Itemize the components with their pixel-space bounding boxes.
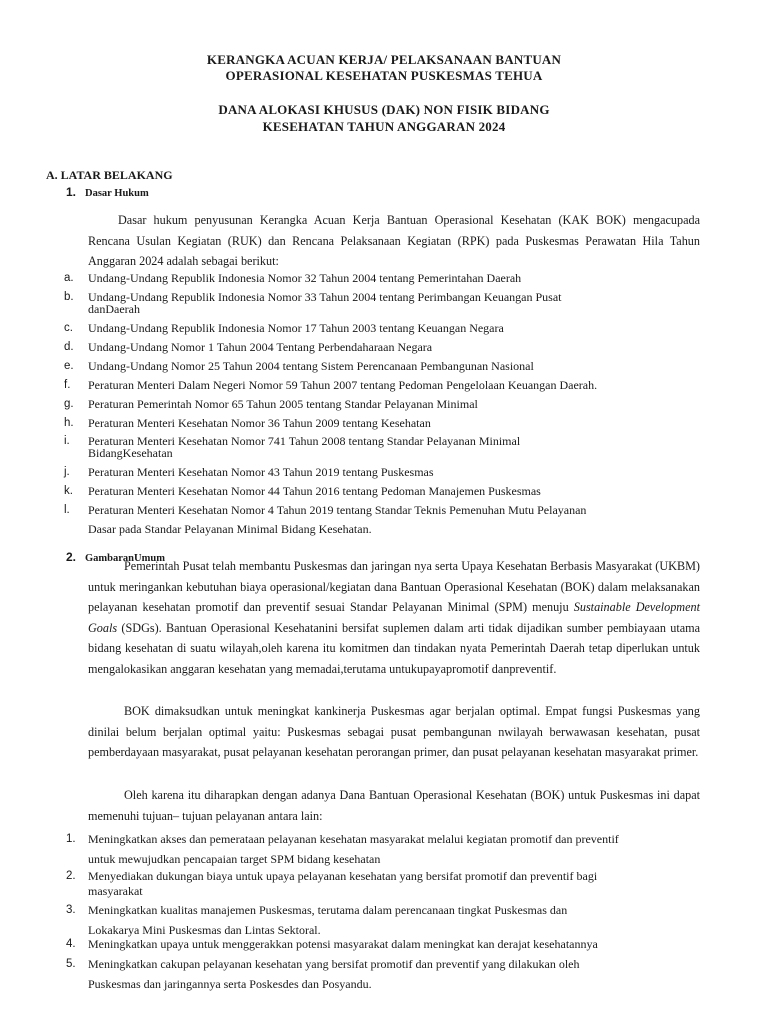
law-list-marker: i. bbox=[64, 435, 70, 447]
law-list-text: Undang-Undang Republik Indonesia Nomor 32 Tahun 2004 tentang Pemerintahan Daerah bbox=[88, 271, 522, 285]
subsection-title: Dasar Hukum bbox=[85, 188, 149, 199]
law-list-text: Peraturan Menteri Kesehatan Nomor 43 Tahun 2019 tentang Puskesmas bbox=[88, 465, 434, 479]
goal-list-item bbox=[66, 869, 703, 898]
law-list-text-continued: danDaerah bbox=[88, 302, 140, 316]
goal-list-text: Meningkatkan upaya untuk menggerakkan potensi masyarakat dalam meningkat kan derajat kesehatannya bbox=[88, 937, 598, 951]
law-list-item bbox=[64, 434, 700, 460]
dasar-hukum-intro: Dasar hukum penyusunan Kerangka Acuan Kerja Bantuan Operasional Kesehatan (KAK BOK) mengacupada Rencana Usulan Kegiatan (RUK) dan Rencana Pelaksanaan Kegiatan (RPK) pada Puskesmas Perawatan Hila Tahun Anggaran 2024 adalah sebagai berikut: bbox=[88, 213, 700, 269]
law-list-text-continued: Dasar pada Standar Pelayanan Minimal Bidang Kesehatan. bbox=[88, 522, 372, 536]
law-list-item bbox=[64, 397, 700, 411]
doc-title-line-1: KERANGKA ACUAN KERJA/ PELAKSANAAN BANTUAN bbox=[206, 52, 562, 67]
law-list-marker: h. bbox=[64, 417, 74, 429]
goal-list-marker: 4. bbox=[66, 938, 76, 950]
doc-title-line-2: OPERASIONAL KESEHATAN PUSKESMAS TEHUA bbox=[225, 68, 543, 83]
goal-list-text: Meningkatkan cakupan pelayanan kesehatan yang bersifat promotif dan preventif yang dilakukan oleh bbox=[88, 957, 580, 971]
law-list-item bbox=[64, 340, 700, 354]
law-list-item bbox=[64, 290, 700, 316]
gambaran-umum-paragraph-3: Oleh karena itu diharapkan dengan adanya Dana Bantuan Operasional Kesehatan (BOK) untuk Puskesmas ini dapat memenuhi tujuan– tujuan pelayanan antara lain: bbox=[88, 788, 700, 823]
goal-list-item bbox=[66, 832, 703, 867]
goal-list-text-continued: untuk mewujudkan pencapaian target SPM bidang kesehatan bbox=[88, 851, 381, 866]
law-list-text: Peraturan Pemerintah Nomor 65 Tahun 2005 tentang Standar Pelayanan Minimal bbox=[88, 397, 478, 411]
law-list-text: Peraturan Menteri Kesehatan Nomor 44 Tahun 2016 tentang Pedoman Manajemen Puskesmas bbox=[88, 484, 541, 498]
law-list-text: Undang-Undang Republik Indonesia Nomor 33 Tahun 2004 tentang Perimbangan Keuangan Pusat bbox=[88, 290, 562, 304]
law-list-marker: l. bbox=[64, 504, 70, 516]
para1-text-start: Pemerintah Pusat telah membantu Puskesmas dan jaringan nya serta Upaya Kesehatan Berbasis Masyarakat (UKBM) untuk meringankan kebutuhan biaya operasional/kegiatan dana Bantuan Operasional Kesehatan (BOK) dalam melaksanakan pelayanan kesehatan promotif dan preventif sesuai Standar Pelayanan Minimal (SPM) menuju bbox=[88, 559, 700, 615]
goal-list-text-continued: Puskesmas dan jaringannya serta Poskesdes dan Posyandu. bbox=[88, 976, 372, 991]
law-list-text: Undang-Undang Republik Indonesia Nomor 17 Tahun 2003 tentang Keuangan Negara bbox=[88, 321, 504, 335]
law-list-text: Peraturan Menteri Kesehatan Nomor 741 Tahun 2008 tentang Standar Pelayanan Minimal bbox=[88, 434, 521, 448]
goal-list-item bbox=[66, 937, 703, 953]
law-list-marker: f. bbox=[64, 379, 71, 391]
goal-list-marker: 5. bbox=[66, 958, 76, 970]
section-heading-latar-belakang: A. LATAR BELAKANG bbox=[46, 168, 173, 182]
law-list-marker: g. bbox=[64, 398, 74, 410]
law-list-item bbox=[64, 321, 700, 335]
goal-list-marker: 2. bbox=[66, 870, 76, 882]
goal-list-item bbox=[66, 903, 703, 938]
law-list-item bbox=[64, 465, 700, 479]
goal-list-text-continued: masyarakat bbox=[88, 883, 143, 898]
para1-italic-term: Sustainable Development Goals bbox=[88, 600, 701, 635]
law-list-text: Undang-Undang Nomor 25 Tahun 2004 tentang Sistem Perencanaan Pembangunan Nasional bbox=[88, 359, 534, 373]
law-list-text: Peraturan Menteri Kesehatan Nomor 36 Tahun 2009 tentang Kesehatan bbox=[88, 416, 431, 430]
law-list-item bbox=[64, 503, 700, 536]
law-list-item bbox=[64, 484, 700, 498]
law-list-item bbox=[64, 416, 700, 430]
subsection-title: GambaranUmum bbox=[85, 553, 165, 564]
goal-list-marker: 1. bbox=[66, 833, 76, 845]
goal-list-marker: 3. bbox=[66, 904, 76, 916]
law-list-text: Peraturan Menteri Kesehatan Nomor 4 Tahun 2019 tentang Standar Teknis Pemenuhan Mutu Pelayanan bbox=[88, 503, 587, 517]
goal-list-text: Meningkatkan kualitas manajemen Puskesmas, terutama dalam perencanaan tingkat Puskesmas dan bbox=[88, 903, 568, 917]
goal-list-text-continued: Lokakarya Mini Puskesmas dan Lintas Sektoral. bbox=[88, 922, 321, 937]
law-list-marker: b. bbox=[64, 291, 74, 303]
doc-subtitle-line-1: DANA ALOKASI KHUSUS (DAK) NON FISIK BIDANG bbox=[218, 102, 550, 117]
para1-text-end: (SDGs). Bantuan Operasional Kesehatanini bersifat suplemen dalam arti tidak dijadikan sumber pembiayaan utama bidang kesehatan di suatu wilayah,oleh karena itu komitmen dan tindakan nyata Pemerintah Daerah tetap diperlukan untuk mengalokasikan anggaran kesehatan yang memadai,terutama untukupayapromotif danpreventif. bbox=[88, 620, 700, 676]
goal-list-text: Menyediakan dukungan biaya untuk upaya pelayanan kesehatan yang bersifat promotif dan preventif bagi bbox=[88, 869, 598, 883]
gambaran-umum-paragraph-2: BOK dimaksudkan untuk meningkat kankinerja Puskesmas agar berjalan optimal. Empat fungsi Puskesmas yang dinilai belum berjalan optimal yaitu: Puskesmas sebagai pusat pembangunan nwilayah berwawasan kesehatan, pusat pemberdayaan masyarakat, pusat pelayanan kesehatan perorangan primer, dan pusat pelayanan kesehatan masyarakat primer. bbox=[88, 704, 700, 760]
goal-list-item bbox=[66, 957, 703, 992]
law-list-marker: c. bbox=[64, 322, 73, 334]
law-list-text: Undang-Undang Nomor 1 Tahun 2004 Tentang Perbendaharaan Negara bbox=[88, 340, 433, 354]
subsection-number: 2. bbox=[66, 550, 77, 564]
doc-subtitle-line-2: KESEHATAN TAHUN ANGGARAN 2024 bbox=[262, 119, 506, 134]
subsection-number: 1. bbox=[66, 185, 77, 199]
law-list-item bbox=[64, 359, 700, 373]
law-list-marker: e. bbox=[64, 360, 74, 372]
law-list-text-continued: BidangKesehatan bbox=[88, 446, 173, 460]
subsection-heading-dasar-hukum bbox=[66, 185, 149, 201]
law-list-item bbox=[64, 271, 700, 285]
law-list-text: Peraturan Menteri Dalam Negeri Nomor 59 Tahun 2007 tentang Pedoman Pengelolaan Keuangan Daerah. bbox=[88, 378, 598, 392]
law-list-item bbox=[64, 378, 700, 392]
law-list-marker: a. bbox=[64, 272, 74, 284]
law-list-marker: d. bbox=[64, 341, 74, 353]
law-list-marker: k. bbox=[64, 485, 73, 497]
gambaran-umum-paragraph-1 bbox=[88, 556, 700, 680]
law-list-marker: j. bbox=[64, 466, 70, 478]
goal-list-text: Meningkatkan akses dan pemerataan pelayanan kesehatan masyarakat melalui kegiatan promotif dan preventif bbox=[88, 832, 619, 846]
